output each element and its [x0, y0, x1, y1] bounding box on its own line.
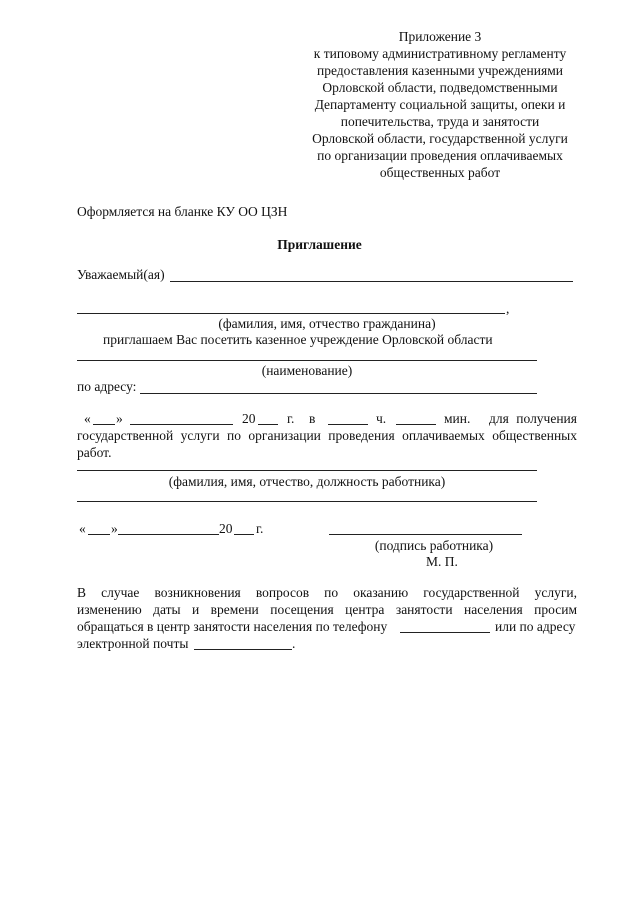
appendix-header	[300, 28, 580, 181]
address-line[interactable]	[140, 393, 537, 394]
year-prefix: 20	[242, 411, 256, 426]
closing-period: .	[292, 636, 296, 651]
form-note: Оформляется на бланке КУ ОО ЦЗН	[77, 204, 288, 219]
worker-name-line-2[interactable]	[77, 501, 537, 502]
phone-field[interactable]	[400, 632, 490, 633]
header-line: к типовому административному регламенту	[313, 46, 567, 61]
date-quote-open: «	[84, 411, 91, 426]
invite-text: приглашаем Вас посетить казенное учреждение Орловской области	[103, 332, 493, 347]
closing-line-3a: обращаться в центр занятости населения по телефону	[77, 619, 388, 634]
date-tail: для получения	[489, 411, 577, 426]
sign-day-field[interactable]	[88, 534, 110, 535]
citizen-name-line-2[interactable]	[77, 313, 505, 314]
service-text-line-1: государственной услуги по организации проведения оплачиваемых общественных	[77, 428, 577, 443]
sign-quote-close: »	[111, 521, 118, 536]
minutes-field[interactable]	[396, 424, 436, 425]
header-line: предоставления казенными учреждениями	[317, 63, 563, 78]
institution-name-line[interactable]	[77, 360, 537, 361]
comma: ,	[506, 301, 510, 316]
day-field[interactable]	[93, 424, 115, 425]
closing-line-4: электронной почты	[77, 636, 189, 651]
caption-citizen: (фамилия, имя, отчество гражданина)	[218, 316, 436, 331]
minutes-label: мин.	[444, 411, 471, 426]
greeting-label: Уважаемый(ая)	[77, 267, 165, 282]
closing-line-2: изменению даты и времени посещения центра занятости населения просим	[77, 602, 577, 617]
caption-worker: (фамилия, имя, отчество, должность работника)	[168, 474, 446, 489]
hours-field[interactable]	[328, 424, 368, 425]
sign-quote-open: «	[79, 521, 86, 536]
closing-line-3b: или по адресу	[495, 619, 576, 634]
at-label: в	[309, 411, 316, 426]
service-text-line-2: работ.	[77, 445, 112, 460]
hours-label: ч.	[376, 411, 387, 426]
header-line: Приложение 3	[398, 29, 482, 44]
year-suffix: г.	[287, 411, 295, 426]
sign-year-field[interactable]	[234, 534, 254, 535]
sign-year-prefix: 20	[219, 521, 233, 536]
closing-line-1: В случае возникновения вопросов по оказанию государственной услуги,	[77, 585, 577, 600]
year-field[interactable]	[258, 424, 278, 425]
header-line: по организации проведения оплачиваемых	[317, 148, 563, 163]
date-quote-close: »	[116, 411, 123, 426]
sign-month-field[interactable]	[118, 534, 219, 535]
header-line: Департаменту социальной защиты, опеки и	[314, 97, 566, 112]
month-field[interactable]	[130, 424, 233, 425]
email-field[interactable]	[194, 649, 292, 650]
citizen-name-line[interactable]	[170, 281, 573, 282]
header-line: Орловской области, государственной услуги	[312, 131, 568, 146]
caption-signature: (подпись работника)	[374, 538, 494, 553]
caption-institution: (наименование)	[261, 363, 353, 378]
address-label: по адресу:	[77, 379, 137, 394]
header-line: попечительства, труда и занятости	[340, 114, 540, 129]
header-line: Орловской области, подведомственными	[322, 80, 558, 95]
signature-line[interactable]	[329, 534, 522, 535]
worker-name-line[interactable]	[77, 470, 537, 471]
header-line: общественных работ	[379, 165, 501, 180]
document-title: Приглашение	[277, 237, 362, 252]
sign-year-suffix: г.	[256, 521, 264, 536]
stamp-label: М. П.	[426, 554, 458, 569]
